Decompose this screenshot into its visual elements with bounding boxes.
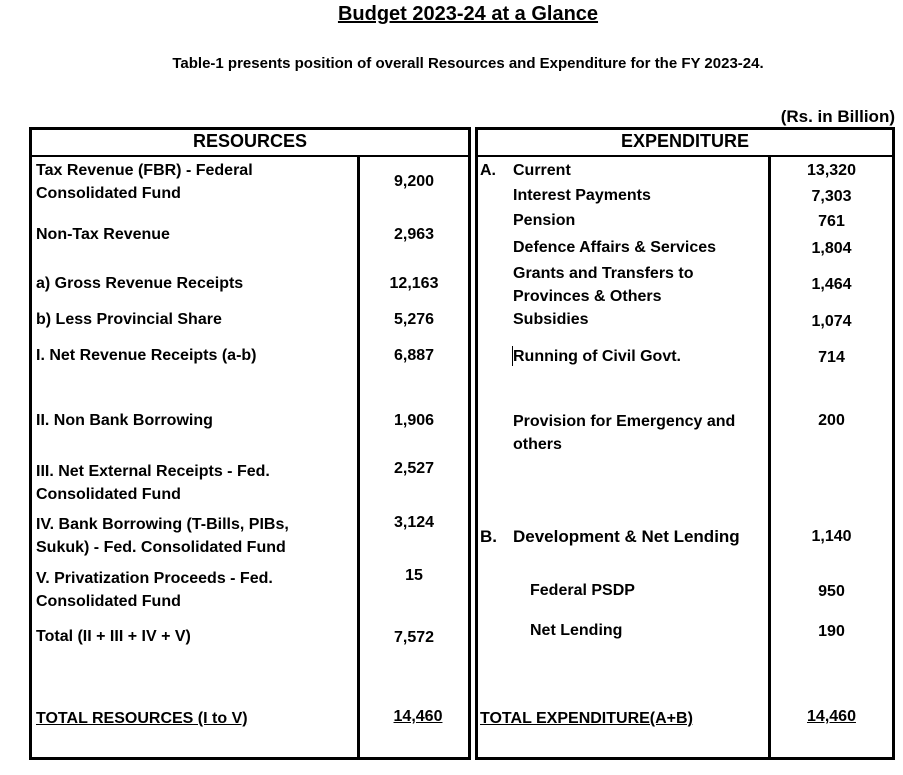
row-value: 3,124 [393,514,435,531]
total-expenditure-value: 14,460 [807,708,856,725]
resources-header: RESOURCES [192,131,308,151]
row-value: 761 [818,213,845,230]
section-label: Current [513,162,571,179]
row-value: 2,963 [393,226,435,243]
total-expenditure-label: TOTAL EXPENDITURE(A+B) [480,710,693,727]
row-label: Running of Civil Govt. [513,348,681,365]
row-label: Consolidated Fund [36,593,181,610]
row-label: Grants and Transfers to [513,265,694,282]
row-value: 7,572 [393,629,435,646]
row-value: 950 [818,583,845,600]
row-label: Provision for Emergency and [513,413,736,430]
row-label: others [513,436,562,453]
table-row [513,262,694,308]
row-label: Tax Revenue (FBR) - Federal [36,162,253,179]
row-label: III. Net External Receipts - Fed. [36,463,270,480]
page-title: Budget 2023-24 at a Glance [337,3,599,25]
table-row [36,567,273,613]
row-label: I. Net Revenue Receipts (a-b) [36,347,257,364]
row-value: 1,464 [811,276,852,293]
row-label: Consolidated Fund [36,185,181,202]
row-value: 1,140 [811,528,852,545]
row-value: 9,200 [393,173,435,190]
row-label: Non-Tax Revenue [36,226,170,243]
row-label: Total (II + III + IV + V) [36,628,191,645]
row-value: 12,163 [389,275,439,292]
table-row [36,513,354,559]
row-label: Sukuk) - Fed. Consolidated Fund [36,539,286,556]
row-value: 2,527 [393,460,435,477]
row-label: IV. Bank Borrowing (T-Bills, PIBs, [36,516,289,533]
row-label: b) Less Provincial Share [36,311,222,328]
row-value: 1,906 [393,412,435,429]
row-value: 5,276 [393,311,435,328]
row-value: 190 [818,623,845,640]
table-row [513,410,735,456]
row-value: 6,887 [393,347,435,364]
row-label: Net Lending [530,622,623,639]
units-label: (Rs. in Billion) [780,107,895,126]
total-resources-value: 14,460 [393,708,443,725]
row-value: 714 [818,349,845,366]
row-value: 1,804 [811,240,852,257]
row-label: V. Privatization Proceeds - Fed. [36,570,273,587]
row-label: a) Gross Revenue Receipts [36,275,244,292]
row-label: Subsidies [513,311,589,328]
row-value: 200 [818,412,845,429]
row-value: 7,303 [811,188,852,205]
row-label: Interest Payments [513,187,651,204]
section-marker: A. [480,162,496,179]
row-label: Consolidated Fund [36,486,181,503]
row-label: II. Non Bank Borrowing [36,412,213,429]
table-row [36,159,253,205]
table-row [36,460,354,506]
row-label: Pension [513,212,576,229]
section-label: Development & Net Lending [513,527,740,546]
section-marker: B. [480,527,497,546]
row-label: Defence Affairs & Services [513,239,717,256]
row-label: Federal PSDP [530,582,635,599]
row-value: 15 [405,567,423,584]
row-label: Provinces & Others [513,288,662,305]
total-resources-label: TOTAL RESOURCES (I to V) [36,710,248,727]
row-value: 1,074 [811,313,852,330]
row-value: 13,320 [807,162,856,179]
table-caption: Table-1 presents position of overall Resources and Expenditure for the FY 2023-24. [172,55,764,72]
expenditure-header: EXPENDITURE [620,131,750,151]
